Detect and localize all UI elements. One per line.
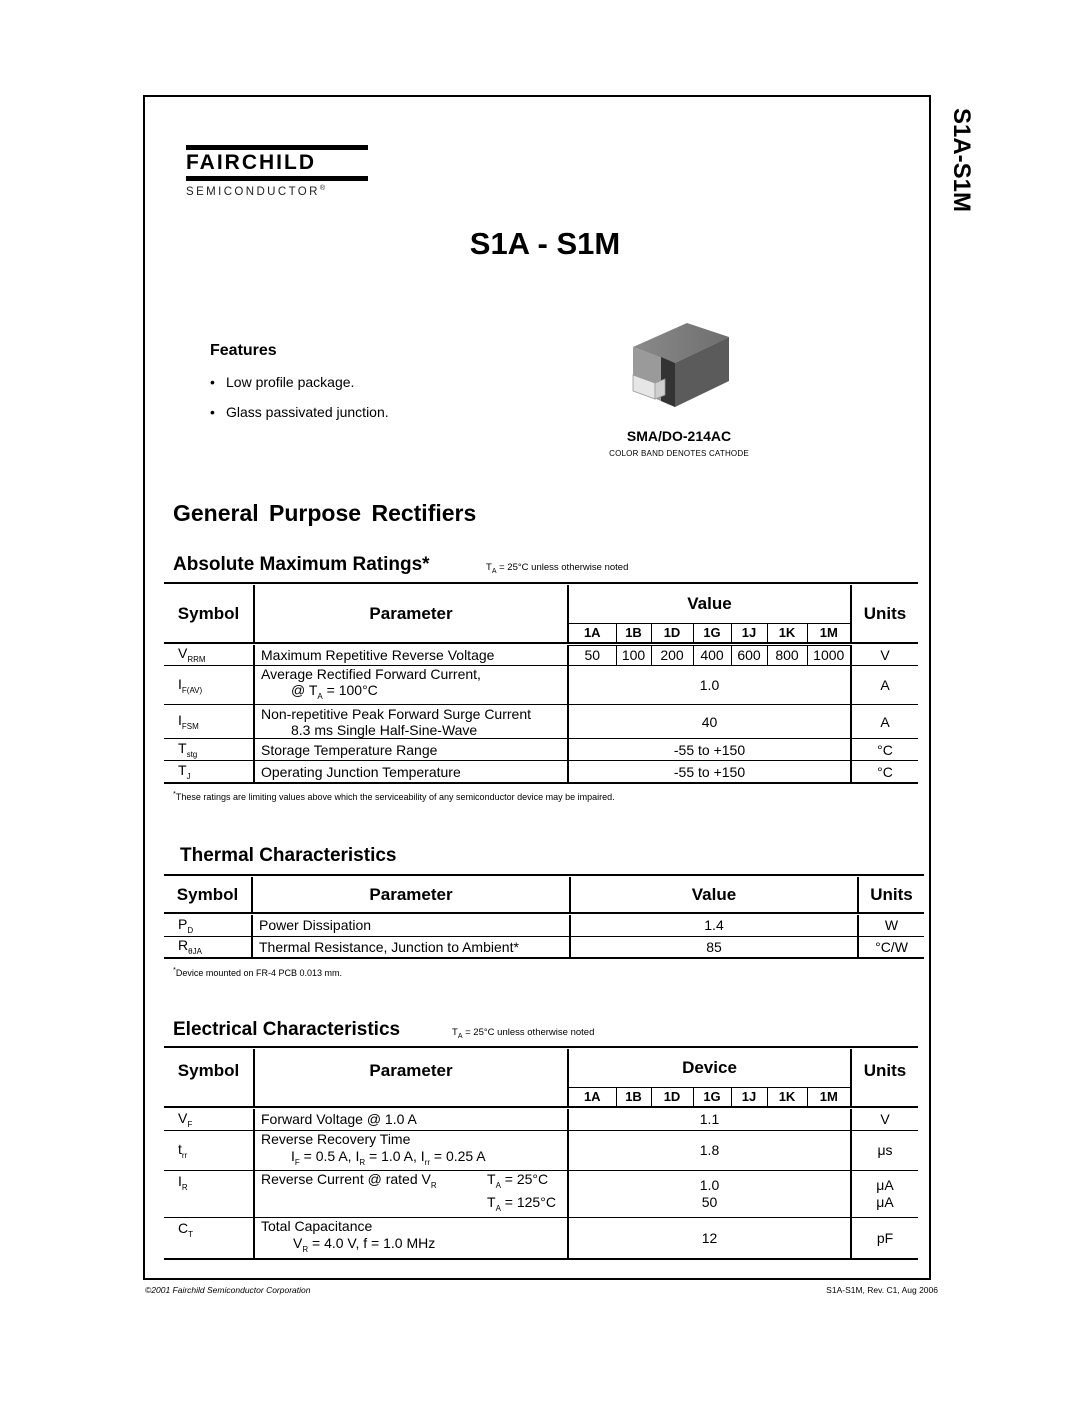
header-value: Value bbox=[568, 585, 851, 623]
table-row: $C_T$ Total Capacitance $V_R = 4.0$ V, f = 1.0 MHz 12 pF bbox=[164, 1217, 918, 1258]
feature-item: • Glass passivated junction. bbox=[210, 404, 389, 420]
header-parameter: Parameter bbox=[254, 585, 568, 643]
device-col: 1D bbox=[651, 1087, 693, 1107]
table-row: $I_{FSM}$ Non-repetitive Peak Forward Surge Current 8.3 ms Single Half-Sine-Wave 40 A bbox=[164, 705, 918, 739]
abs-heading: Absolute Maximum Ratings* bbox=[173, 554, 430, 575]
table-cell: 100 bbox=[616, 645, 651, 665]
elec-heading: Electrical Characteristics bbox=[173, 1019, 401, 1040]
device-col: 1B bbox=[616, 623, 651, 643]
fairchild-logo bbox=[186, 145, 368, 198]
device-col: 1A bbox=[568, 1087, 616, 1107]
device-col: 1J bbox=[731, 623, 767, 643]
table-row: $R_{\theta JA}$ Thermal Resistance, Junction to Ambient* 85 °C/W bbox=[164, 936, 924, 958]
table-row: $V_F$ Forward Voltage @ 1.0 A 1.1 V bbox=[164, 1109, 918, 1130]
table-row: $t_{rr}$ Reverse Recovery Time $I_F = 0.5$ A, $I_R = 1.0$ A, $I_{rr} = 0.25$ A 1.8 μs bbox=[164, 1130, 918, 1171]
abs-max-table bbox=[164, 582, 918, 784]
table-row: $T_{stg}$ Storage Temperature Range -55 to +150 °C bbox=[164, 739, 918, 761]
package-label: SMA/DO-214AC bbox=[626, 428, 732, 444]
device-col: 1G bbox=[693, 623, 731, 643]
header-device: Device bbox=[568, 1049, 851, 1087]
header-value: Value bbox=[570, 877, 858, 913]
device-col: 1D bbox=[651, 623, 693, 643]
header-symbol: Symbol bbox=[164, 877, 252, 913]
device-col: 1K bbox=[767, 623, 807, 643]
header-parameter: Parameter bbox=[252, 877, 570, 913]
header-units: Units bbox=[863, 1061, 907, 1080]
table-cell: 600 bbox=[731, 645, 767, 665]
device-col: 1B bbox=[616, 1087, 651, 1107]
abs-footnote: *These ratings are limiting values above which the serviceability of any semiconductor device may be impaired. bbox=[173, 789, 615, 802]
feature-item: • Low profile package. bbox=[210, 374, 355, 390]
table-cell: 800 bbox=[767, 645, 807, 665]
table-row: $T_J$ Operating Junction Temperature -55 to +150 °C bbox=[164, 761, 918, 783]
table-cell: 50 bbox=[568, 645, 616, 665]
logo-name: FAIRCHILD bbox=[186, 151, 316, 174]
side-part-title: S1A-S1M bbox=[948, 107, 975, 213]
table-cell: 200 bbox=[651, 645, 693, 665]
device-col: 1K bbox=[767, 1087, 807, 1107]
table-row: $I_{F(AV)}$ Average Rectified Forward Current, @ $T_A = 100^\circ C$ 1.0 A bbox=[164, 665, 918, 705]
sma-package-image bbox=[625, 315, 735, 415]
device-col: 1G bbox=[693, 1087, 731, 1107]
elec-table bbox=[164, 1046, 918, 1260]
elec-condition: $T_A = 25^\circ C$ unless otherwise noted bbox=[452, 1027, 595, 1040]
header-symbol: Symbol bbox=[164, 585, 254, 643]
copyright: ©2001 Fairchild Semiconductor Corporation bbox=[145, 1285, 311, 1295]
device-col: 1J bbox=[731, 1087, 767, 1107]
device-col: 1M bbox=[807, 623, 851, 643]
abs-condition: $T_A = 25^\circ C$ unless otherwise noted bbox=[486, 562, 629, 575]
table-row: $I_R$ Reverse Current @ rated $V_R$ $T_A = 25^\circ C$ $T_A = 125^\circ C$ 1.0 50 μA μA bbox=[164, 1171, 918, 1218]
header-units: Units bbox=[863, 603, 907, 623]
device-col: 1A bbox=[568, 623, 616, 643]
header-symbol: Symbol bbox=[164, 1049, 254, 1107]
thermal-heading: Thermal Characteristics bbox=[180, 845, 397, 866]
table-row: $P_D$ Power Dissipation 1.4 W bbox=[164, 915, 924, 936]
page-title: S1A - S1M bbox=[469, 226, 621, 261]
device-col: 1M bbox=[807, 1087, 851, 1107]
section-title: General Purpose Rectifiers bbox=[173, 500, 477, 526]
header-units: Units bbox=[870, 884, 913, 904]
table-cell: 1000 bbox=[807, 645, 851, 665]
thermal-table bbox=[164, 874, 924, 959]
table-cell: 400 bbox=[693, 645, 731, 665]
revision-info: S1A-S1M, Rev. C1, Aug 2006 bbox=[826, 1285, 938, 1295]
package-note: COLOR BAND DENOTES CATHODE bbox=[609, 449, 749, 458]
table-row: $V_{RRM}$ Maximum Repetitive Reverse Voltage 50 100 200 400 600 800 1000 V bbox=[164, 645, 918, 665]
header-parameter: Parameter bbox=[254, 1049, 568, 1107]
thermal-footnote: *Device mounted on FR-4 PCB 0.013 mm. bbox=[173, 965, 342, 978]
features-heading: Features bbox=[210, 342, 277, 359]
logo-sub: SEMICONDUCTOR® bbox=[186, 185, 326, 198]
